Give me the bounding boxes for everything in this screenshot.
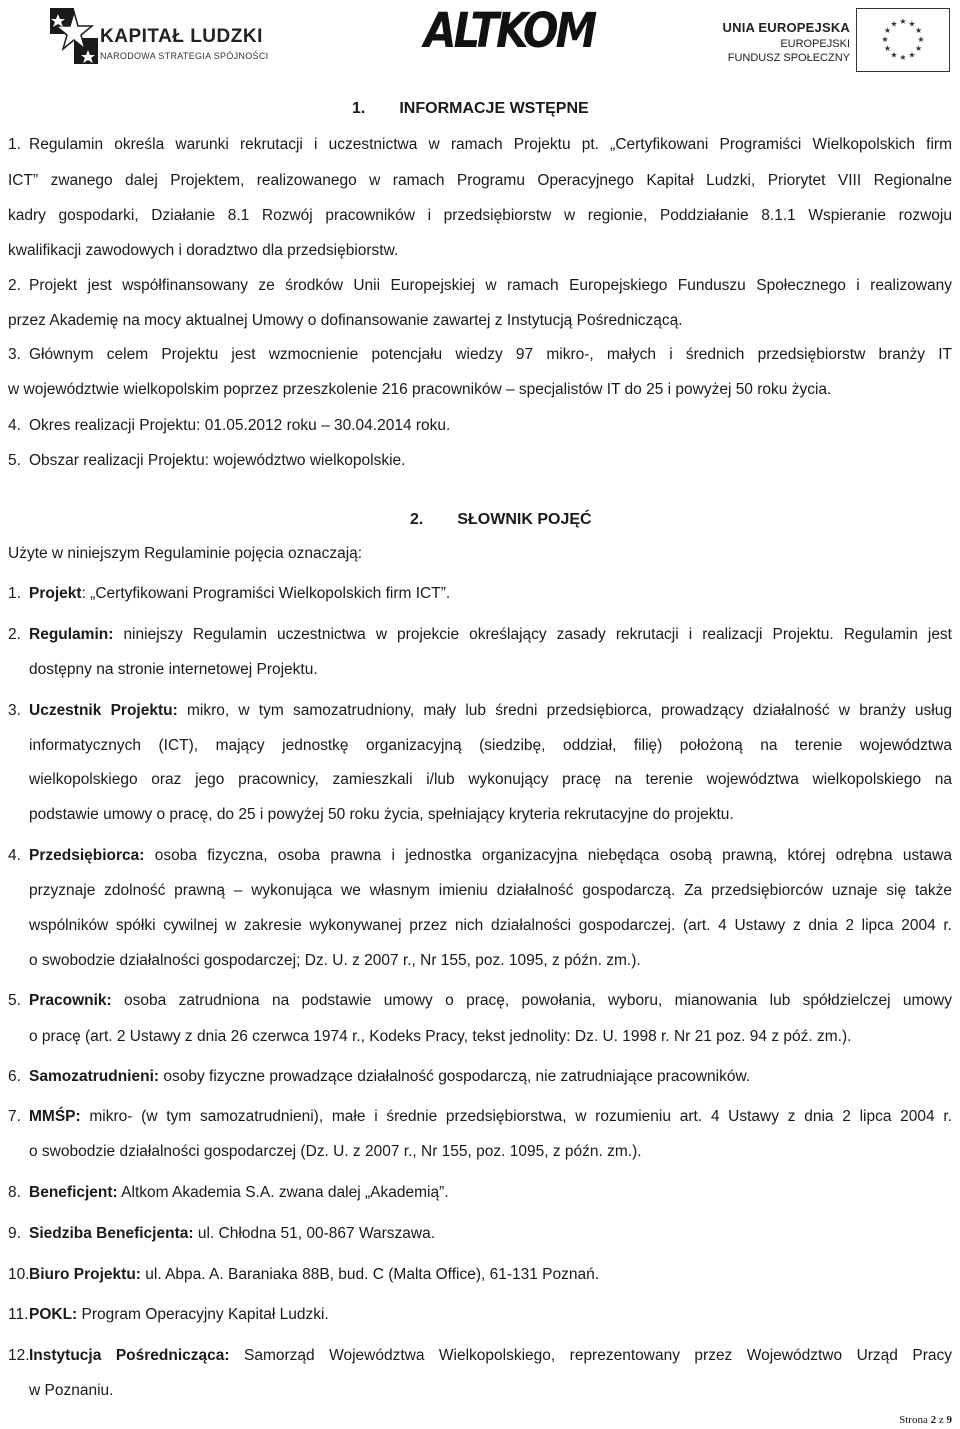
page-number-sep: z xyxy=(938,1414,944,1426)
paragraph-line: Regulamin określa warunki rekrutacji i uczestnictwa w ramach Projektu pt. „Certyfikowani Programiści Wielkopolskich firm xyxy=(29,136,952,153)
definition-text: ul. Chłodna 51, 00-867 Warszawa. xyxy=(193,1225,436,1242)
definition-line: informatycznych (ICT), mający jednostkę organizacyjną (siedzibę, oddział, filię) położoną na terenie województwa xyxy=(29,737,952,754)
page-number-label: Strona xyxy=(899,1414,928,1426)
definition-line xyxy=(29,1067,952,1087)
definition-text: osoby fizyczne prowadzące działalność gospodarczą, nie zatrudniające pracowników. xyxy=(159,1068,751,1085)
list-number: 10. xyxy=(8,1266,30,1283)
definition-term: Biuro Projektu: xyxy=(29,1266,141,1283)
definition-line: wspólników spółki cywilnej w zakresie wykonywanej przez nich działalności gospodarczej. (art. 4 Ustawy z dnia 2 lipca 2004 r. xyxy=(29,917,952,934)
definition-text: osoba fizyczna, osoba prawna i jednostka organizacyjna niebędąca osobą prawną, której odrębna ustawa xyxy=(144,847,952,864)
definition-text: : „Certyfikowani Programiści Wielkopolskich firm ICT”. xyxy=(81,585,451,602)
eu-logo-line2: EUROPEJSKI xyxy=(780,38,850,50)
list-number: 8. xyxy=(8,1184,21,1201)
definition-line xyxy=(29,1224,952,1244)
paragraph-line: przez Akademię na mocy aktualnej Umowy o dofinansowanie zawartej z Instytucją Pośredniczącą. xyxy=(8,312,683,329)
list-number: 4. xyxy=(8,417,21,434)
eu-logo-line1: UNIA EUROPEJSKA xyxy=(722,20,850,35)
svg-text:★: ★ xyxy=(899,53,907,62)
page-number xyxy=(899,1414,952,1426)
paragraph-line: Obszar realizacji Projektu: województwo wielkopolskie. xyxy=(29,452,406,469)
list-number: 5. xyxy=(8,992,21,1009)
kapital-ludzki-title: KAPITAŁ LUDZKI xyxy=(100,26,263,47)
definition-term: Beneficjent: xyxy=(29,1184,118,1201)
definition-term: Samozatrudnieni: xyxy=(29,1068,160,1085)
definition-line xyxy=(29,1305,952,1325)
page-number-total: 9 xyxy=(946,1414,952,1426)
list-number: 3. xyxy=(8,702,21,719)
definition-text: mikro, w tym samozatrudniony, mały lub średni przedsiębiorca, prowadzący działalność w branży usług xyxy=(177,702,952,719)
definition-term: Uczestnik Projektu: xyxy=(29,702,178,719)
list-number: 5. xyxy=(8,452,21,469)
section1-heading-text: INFORMACJE WSTĘPNE xyxy=(399,100,589,117)
section2-heading-text: SŁOWNIK POJĘĆ xyxy=(457,511,592,528)
section1-heading xyxy=(352,99,589,119)
svg-text:★: ★ xyxy=(915,44,923,53)
definition-text: ul. Abpa. A. Baraniaka 88B, bud. C (Malta Office), 61-131 Poznań. xyxy=(140,1266,600,1283)
definition-line xyxy=(29,1265,952,1285)
list-number: 1. xyxy=(8,136,21,153)
definition-line: o swobodzie działalności gospodarczej (Dz. U. z 2007 r., Nr 155, poz. 1095, z późn. zm.). xyxy=(29,1143,642,1160)
svg-text:★: ★ xyxy=(883,26,891,35)
eu-logo xyxy=(722,8,954,72)
definition-text: Program Operacyjny Kapitał Ludzki. xyxy=(77,1306,329,1323)
svg-text:★: ★ xyxy=(890,50,898,60)
list-number: 9. xyxy=(8,1225,21,1242)
paragraph-line: Okres realizacji Projektu: 01.05.2012 roku – 30.04.2014 roku. xyxy=(29,417,451,434)
altkom-logo xyxy=(424,0,595,66)
list-number: 4. xyxy=(8,847,21,864)
definition-term: Pracownik: xyxy=(29,992,112,1009)
definition-term: Instytucja Pośrednicząca: xyxy=(29,1347,230,1364)
page-header xyxy=(0,0,960,80)
definition-line: wielkopolskiego oraz jego pracownicy, zamieszkali i/lub wykonujący pracę na terenie województwa wielkopolskiego na xyxy=(29,771,952,788)
definition-text: Altkom Akademia S.A. zwana dalej „Akademią”. xyxy=(117,1184,449,1201)
paragraph-line: kwalifikacji zawodowych i doradztwo dla przedsiębiorstw. xyxy=(8,242,399,259)
definition-line xyxy=(29,846,952,866)
list-number: 1. xyxy=(8,585,21,602)
definition-line xyxy=(29,701,952,721)
section1-heading-number: 1. xyxy=(352,100,366,117)
paragraph-line: Głównym celem Projektu jest wzmocnienie potencjału wiedzy 97 mikro-, małych i średnich przedsiębiorstw branży IT xyxy=(29,346,952,363)
list-number: 2. xyxy=(8,626,21,643)
eu-logo-line3: FUNDUSZ SPOŁECZNY xyxy=(727,52,850,64)
definition-line xyxy=(29,1346,952,1366)
list-number: 2. xyxy=(8,277,21,294)
paragraph-line: ICT” zwanego dalej Projektem, realizowanego w ramach Programu Operacyjnego Kapitał Ludzki, Priorytet VIII Regionalne xyxy=(8,172,952,189)
definition-line: o swobodzie działalności gospodarczej; Dz. U. z 2007 r., Nr 155, poz. 1095, z późn. zm.). xyxy=(29,952,641,969)
paragraph-line: Projekt jest współfinansowany ze środków Unii Europejskiej w ramach Europejskiego Funduszu Społecznego i realizowany xyxy=(29,277,952,294)
list-number: 7. xyxy=(8,1108,21,1125)
definition-line: przyznaje zdolność prawną – wykonująca we własnym imieniu działalność gospodarczą. Za przedsiębiorców uznaje się także xyxy=(29,882,952,899)
definition-line xyxy=(29,584,952,604)
svg-text:★: ★ xyxy=(881,35,889,44)
definition-term: Siedziba Beneficjenta: xyxy=(29,1225,194,1242)
definition-text: osoba zatrudniona na podstawie umowy o pracę, powołania, wyboru, mianowania lub spółdzielczej umowy xyxy=(111,992,952,1009)
definition-line xyxy=(29,1183,952,1203)
svg-text:★: ★ xyxy=(917,35,925,44)
list-number: 11. xyxy=(8,1306,29,1323)
definition-term: MMŚP: xyxy=(29,1108,81,1125)
definition-term: Regulamin: xyxy=(29,626,114,643)
list-number: 3. xyxy=(8,346,21,363)
definition-text: Samorząd Województwa Wielkopolskiego, reprezentowany przez Województwo Urząd Pracy xyxy=(229,1347,952,1364)
definition-line: o pracę (art. 2 Ustawy z dnia 26 czerwca 1974 r., Kodeks Pracy, tekst jednolity: Dz. U. 1998 r. Nr 21 poz. 94 z póź. zm.). xyxy=(29,1028,852,1045)
definition-line: podstawie umowy o pracę, do 25 i powyżej 50 roku życia, spełniający kryteria rekrutacyjne do projektu. xyxy=(29,806,734,823)
section2-intro: Użyte w niniejszym Regulaminie pojęcia oznaczają: xyxy=(8,545,363,562)
svg-text:★: ★ xyxy=(908,50,916,60)
definition-text: mikro- (w tym samozatrudnieni), małe i średnie przedsiębiorstwa, w rozumieniu art. 4 Ustawy z dnia 2 lipca 2004 r. xyxy=(80,1108,952,1125)
definition-term: Projekt xyxy=(29,585,82,602)
svg-text:★: ★ xyxy=(883,44,891,53)
definition-line xyxy=(29,991,952,1011)
list-number: 6. xyxy=(8,1068,21,1085)
kapital-ludzki-logo xyxy=(44,4,284,70)
altkom-logo-text: ALTKOM xyxy=(424,2,595,59)
section2-heading-number: 2. xyxy=(410,511,424,528)
list-number: 12. xyxy=(8,1347,30,1364)
paragraph-line: kadry gospodarki, Działanie 8.1 Rozwój pracowników i przedsiębiorstw w regionie, Poddziałanie 8.1.1 Wspieranie rozwoju xyxy=(8,207,952,224)
page-number-current: 2 xyxy=(930,1414,937,1426)
kapital-ludzki-star-icon xyxy=(44,4,104,68)
eu-flag-icon xyxy=(856,8,950,72)
definition-line xyxy=(29,625,952,645)
kapital-ludzki-subtitle: NARODOWA STRATEGIA SPÓJNOŚCI xyxy=(100,51,269,61)
svg-text:★: ★ xyxy=(915,26,923,35)
svg-text:★: ★ xyxy=(890,19,898,29)
paragraph-line: w województwie wielkopolskim poprzez przeszkolenie 216 pracowników – specjalistów IT do 25 i powyżej 50 roku życia. xyxy=(8,381,832,398)
definition-text: niniejszy Regulamin uczestnictwa w projekcie określający zasady rekrutacji i realizacji Projektu. Regulamin jest xyxy=(113,626,952,643)
definition-line: dostępny na stronie internetowej Projektu. xyxy=(29,661,318,678)
svg-text:★: ★ xyxy=(908,19,916,29)
svg-text:★: ★ xyxy=(899,17,907,26)
definition-term: POKL: xyxy=(29,1306,78,1323)
section2-heading xyxy=(410,510,592,530)
definition-term: Przedsiębiorca: xyxy=(29,847,145,864)
definition-line xyxy=(29,1107,952,1127)
definition-line: w Poznaniu. xyxy=(29,1382,114,1399)
